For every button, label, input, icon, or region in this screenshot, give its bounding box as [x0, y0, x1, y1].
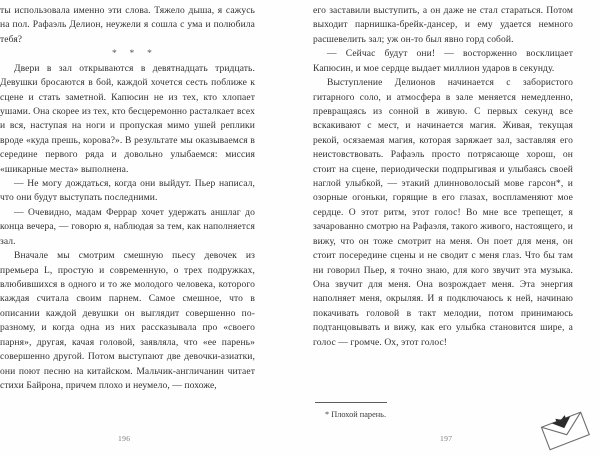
- footnote-rule: [315, 402, 387, 403]
- paragraph: Выступление Делионов начинается с забористого гитарного соло, и атмосфера в зале меняется немедленно, превращаясь из сонной в живую. С первых секунд все вскакивают с мест, и начинается магия. Живая, текущая рекой, осязаемая магия, которая заряжает зал, заставляя его неистовствовать. Рафаэль просто потрясающе хорош, он стоит на сцене, периодически подпрыгивая и улыбаясь своей наглой улыбкой, — этакий длинноволосый мове гарсон*, и озорные огоньки, горящие в его глазах, воспламеняют мое сердце. О этот ритм, этот голос! Во мне все трепещет, я зачарованно смотрю на Рафаэля, такого живого, настоящего, и вижу, что он тоже смотрит на меня. Он поет для меня, он стоит посередине сцены и не сводит с меня глаз. Что бы там ни говорил Пьер, я точно знаю, для кого звучит эта музыка. Она звучит для меня. Она возрождает меня. Эта энергия наполняет меня, окрыляя. И я подключаюсь к ней, начинаю покачивать головой в такт мелодии, потом принимаюсь подтанцовывать и вижу, как его улыбка становится шире, а голос — громче. Ох, этот голос!: [313, 77, 573, 348]
- right-page-text-column: [313, 4, 573, 350]
- paragraph: — Очевидно, мадам Феррар хочет удержать аншлаг до конца вечера, — говорю я, наблюдая за тем, как наполняется зал.: [0, 206, 255, 247]
- paragraph: — Сейчас будут они! — восторженно восклицает Капюсин, и мое сердце выдает миллион ударов в секунду.: [313, 48, 573, 74]
- paragraph: — Не могу дождаться, когда они выйдут. Пьер написал, что они будут выступать последними.: [0, 178, 255, 204]
- scene-break-separator: * * *: [111, 49, 158, 60]
- paragraph: его заставили выступить, а он даже не стал стараться. Потом выходит парнишка-брейк-дансер, и ему удается немного расшевелить зал; уж он-то был явно горд собой.: [313, 5, 573, 45]
- paragraph: Двери в зал открываются в девятнадцать тридцать. Девушки бросаются в бой, каждой хочется сесть поближе к сцене и стать заметной. Капюсин не из тех, кто хлопает ушами. Она скорее из тех, кто бесцеремонно расталкает всех и вся, наступая на ноги и пропуская мимо ушей реплики вроде «куда прешь, корова?». В результате мы оказываемся в середине первого ряда и довольно улыбаемся: миссия «шикарные места» выполнена.: [0, 62, 255, 175]
- footnote-text: * Плохой парень.: [325, 410, 387, 419]
- envelope-icon: [536, 407, 594, 453]
- footnote-block: [313, 402, 573, 421]
- page-number-left: 196: [118, 434, 131, 443]
- paragraph: ты использовала именно эти слова. Тяжело дыша, я сажусь на пол. Рафаэль Делион, неужели я сошла с ума и полюбила тебя?: [0, 5, 255, 45]
- left-page-text-column: [0, 4, 255, 393]
- page-number-right: 197: [440, 434, 453, 443]
- right-page: [300, 0, 600, 457]
- paragraph: Вначале мы смотрим смешную пьесу девочек из премьера L, простую и современную, о трех подружках, влюбившихся в одного и то же молодого человека, которого каждая считала своим парнем. Самое смешное, что в описании каждой девушки он выглядит совершенно по-разному, и когда одна из них рассказывала про «своего парня», другая, качая головой, заявляла, что «ее парень» совершенно другой. Потом выступают две девочки-азиатки, они поют песню на китайском. Мальчик-англичанин читает стихи Байрона, причем плохо и неумело, — похоже,: [0, 250, 255, 391]
